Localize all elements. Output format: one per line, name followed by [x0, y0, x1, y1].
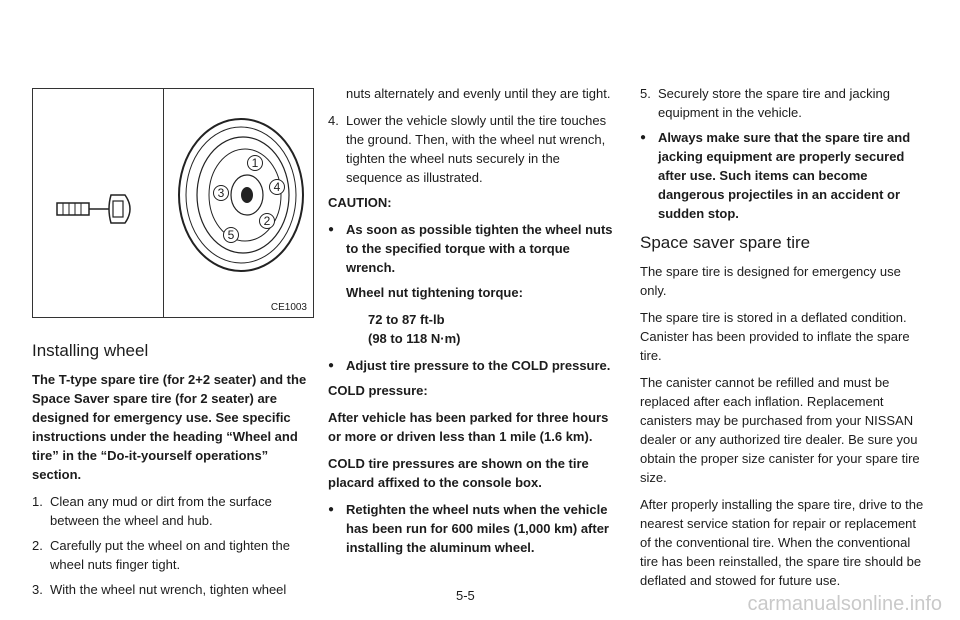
- torque-value-nm: (98 to 118 N·m): [368, 331, 461, 346]
- section-title-space-saver: Space saver spare tire: [640, 233, 811, 252]
- step-text: With the wheel nut wrench, tighten wheel: [50, 582, 287, 597]
- paragraph-emergency-use: The spare tire is designed for emergency use only.: [640, 264, 901, 298]
- step-text: Securely store the spare tire and jacking equipment in the vehicle.: [658, 86, 890, 120]
- bullet-text: Adjust tire pressure to the COLD pressure.: [346, 358, 611, 373]
- bullet-tire-pressure: [328, 356, 618, 375]
- step-number: 4.: [328, 113, 339, 128]
- step-5: [640, 84, 930, 122]
- wheel-figure: [32, 88, 314, 318]
- step-3-continued: nuts alternately and evenly until they are tight.: [346, 86, 611, 101]
- bullet-dot: ●: [328, 504, 335, 515]
- step-text: Clean any mud or dirt from the surface between the wheel and hub.: [50, 494, 272, 528]
- nut-label-1: 1: [247, 155, 263, 171]
- column-3: [640, 84, 930, 598]
- torque-heading: Wheel nut tightening torque:: [346, 285, 523, 300]
- nut-label-4: 4: [269, 179, 285, 195]
- step-number: 2.: [32, 538, 43, 553]
- section-title-installing-wheel: Installing wheel: [32, 341, 149, 360]
- cold-pressure-definition: After vehicle has been parked for three hours or more or driven less than 1 mile (1.6 km).: [328, 410, 609, 444]
- tire-illustration: [169, 109, 309, 279]
- figure-code: CE1003: [270, 302, 307, 313]
- installing-wheel-intro: The T-type spare tire (for 2+2 seater) and the Space Saver spare tire (for 2 seater) are designed for emergency use. See specific instructions under the heading “Wheel and tire” in the “Do-it-yourself operations” section.: [32, 372, 307, 482]
- page-number: 5-5: [456, 588, 475, 603]
- nut-label-2: 2: [259, 213, 275, 229]
- watermark: carmanualsonline.info: [747, 593, 942, 615]
- step-text: Carefully put the wheel on and tighten the wheel nuts finger tight.: [50, 538, 290, 572]
- bullet-dot: ●: [328, 224, 335, 235]
- step-text: Lower the vehicle slowly until the tire touches the ground. Then, with the wheel nut wrench, tighten the wheel nuts securely in the sequence as illustrated.: [346, 113, 607, 185]
- step-number: 3.: [32, 582, 43, 597]
- bullet-text: As soon as possible tighten the wheel nuts to the specified torque with a torque wrench.: [346, 222, 613, 275]
- paragraph-after-install: After properly installing the spare tire, drive to the nearest service station for repair or replacement of the conventional tire. When the conventional tire has been reinstalled, the spare tire should be deflated and stowed for future use.: [640, 497, 924, 588]
- bullet-dot: ●: [640, 132, 647, 143]
- caution-heading: CAUTION:: [328, 195, 392, 210]
- bullet-retighten: [328, 500, 618, 557]
- paragraph-canister: The canister cannot be refilled and must be replaced after each inflation. Replacement canisters may be purchased from your NISSAN dealer or any authorized tire dealer. Be sure you obtain the proper size canister for your spare tire size.: [640, 375, 920, 485]
- lug-nut-illustration: [55, 189, 145, 229]
- column-2: [328, 84, 618, 563]
- bullet-text: Retighten the wheel nuts when the vehicle has been run for 600 miles (1,000 km) after installing the aluminum wheel.: [346, 502, 609, 555]
- cold-pressure-placard: COLD tire pressures are shown on the tire placard affixed to the console box.: [328, 456, 589, 490]
- figure-divider: [163, 89, 164, 317]
- step-number: 5.: [640, 86, 651, 101]
- bullet-secure-equipment: [640, 128, 930, 223]
- step-number: 1.: [32, 494, 43, 509]
- bullet-torque-wrench: [328, 220, 618, 277]
- nut-label-3: 3: [213, 185, 229, 201]
- cold-pressure-heading: COLD pressure:: [328, 383, 428, 398]
- nut-label-5: 5: [223, 227, 239, 243]
- torque-value-ftlb: 72 to 87 ft-lb: [368, 312, 445, 327]
- installing-wheel-body: [32, 370, 314, 605]
- bullet-text: Always make sure that the spare tire and jacking equipment are properly secured after use. Such items can become dangerous projectiles in an accident or sudden stop.: [658, 130, 911, 221]
- bullet-dot: ●: [328, 360, 335, 371]
- step-3: [32, 580, 314, 599]
- step-2: [32, 536, 314, 574]
- paragraph-deflated: The spare tire is stored in a deflated condition. Canister has been provided to inflate the spare tire.: [640, 310, 910, 363]
- step-4: [328, 111, 618, 187]
- step-1: [32, 492, 314, 530]
